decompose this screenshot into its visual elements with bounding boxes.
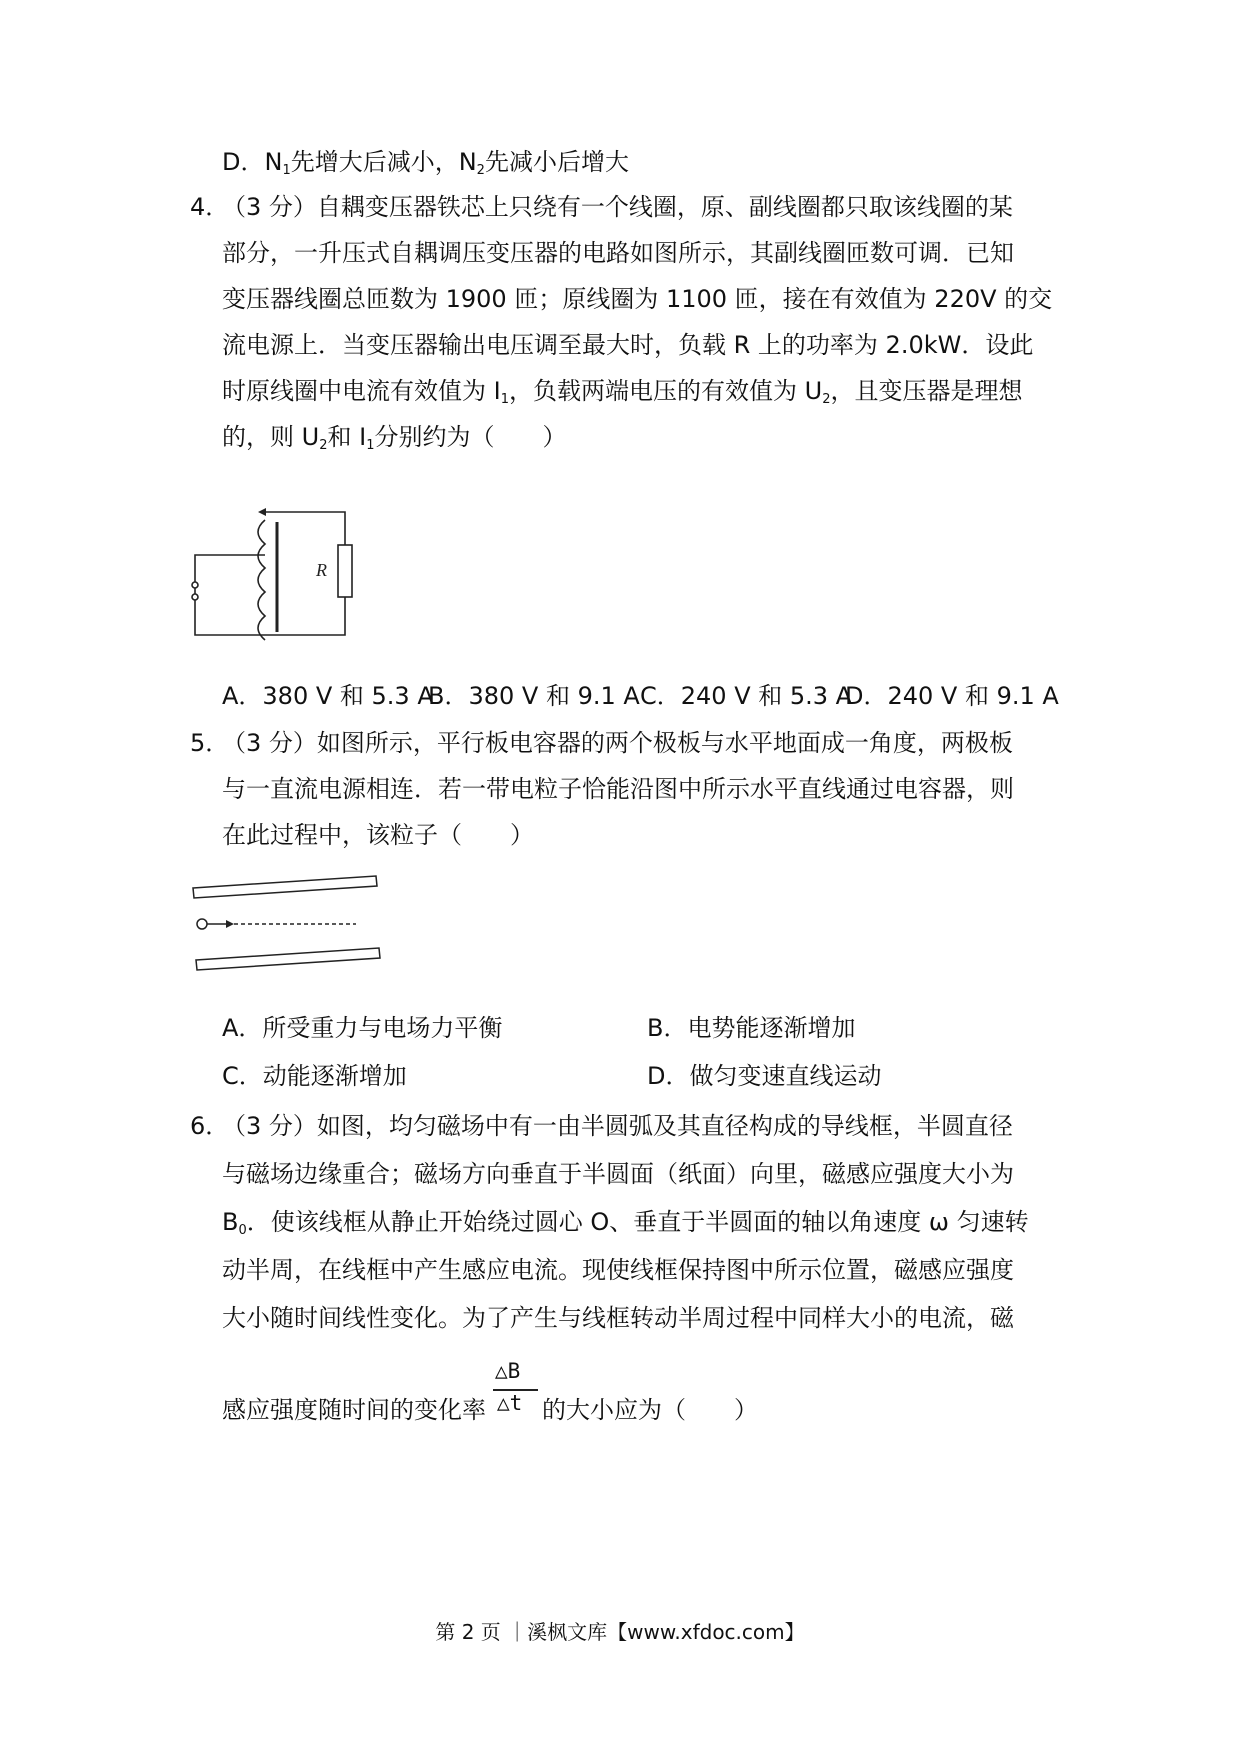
- q6-line: 大小随时间线性变化。为了产生与线框转动半周过程中同样大小的电流，磁: [222, 1304, 1014, 1332]
- q5-line: 与一直流电源相连．若一带电粒子恰能沿图中所示水平直线通过电容器，则: [222, 775, 1014, 803]
- q5-line: （3 分）如图所示，平行板电容器的两个极板与水平地面成一角度，两极板: [222, 729, 1013, 757]
- q4-option-b: B．380 V 和 9.1 A: [428, 682, 640, 710]
- q5-number: 5．: [190, 729, 230, 757]
- fraction-numerator: △B: [495, 1359, 521, 1383]
- q4-line: 时原线圈中电流有效值为 $I_1$，负载两端电压的有效值为 $U_2$，且变压器是理想: [222, 377, 1023, 407]
- page-footer: 第 2 页 ｜溪枫文库【www.xfdoc.com】: [435, 1620, 805, 1644]
- resistor-label: R: [316, 560, 327, 580]
- capacitor-plates-diagram: [190, 868, 390, 978]
- q6-last-line-end: 的大小应为（ ）: [542, 1396, 758, 1424]
- q6-number: 6．: [190, 1112, 230, 1140]
- q6-line: 与磁场边缘重合；磁场方向垂直于半圆面（纸面）向里，磁感应强度大小为: [222, 1160, 1014, 1188]
- q5-option-b: B．电势能逐渐增加: [647, 1014, 856, 1042]
- q4-number: 4．: [190, 193, 230, 221]
- q6-line: （3 分）如图，均匀磁场中有一由半圆弧及其直径构成的导线框，半圆直径: [222, 1112, 1013, 1140]
- q6-line: $B_0$．使该线框从静止开始绕过圆心 O、垂直于半圆面的轴以角速度 ω 匀速转: [222, 1208, 1029, 1238]
- q4-option-a: A．380 V 和 5.3 A: [222, 682, 434, 710]
- q6-line: 动半周，在线框中产生感应电流。现使线框保持图中所示位置，磁感应强度: [222, 1256, 1014, 1284]
- q4-line: 变压器线圈总匝数为 1900 匝；原线圈为 1100 匝，接在有效值为 220V 的交: [222, 285, 1053, 313]
- q4-line: （3 分）自耦变压器铁芯上只绕有一个线圈，原、副线圈都只取该线圈的某: [222, 193, 1013, 221]
- autotransformer-circuit-diagram: [190, 500, 360, 640]
- q6-last-line-start: 感应强度随时间的变化率: [222, 1396, 486, 1424]
- fraction-denominator: △t: [497, 1391, 523, 1415]
- q4-line: 流电源上．当变压器输出电压调至最大时，负载 R 上的功率为 2.0kW．设此: [222, 331, 1034, 359]
- q5-option-a: A．所受重力与电场力平衡: [222, 1014, 503, 1042]
- q4-line: 部分，一升压式自耦调压变压器的电路如图所示，其副线圈匝数可调．已知: [222, 239, 1014, 267]
- q3-option-d: D．$N_1$先增大后减小，$N_2$先减小后增大: [222, 148, 629, 178]
- q4-option-c: C．240 V 和 5.3 A: [640, 682, 853, 710]
- q4-line: 的，则 $U_2$和 $I_1$分别约为（ ）: [222, 423, 567, 453]
- q5-line: 在此过程中，该粒子（ ）: [222, 821, 534, 849]
- q5-option-c: C．动能逐渐增加: [222, 1062, 407, 1090]
- q5-option-d: D．做匀变速直线运动: [647, 1062, 882, 1090]
- q4-option-d: D．240 V 和 9.1 A: [845, 682, 1059, 710]
